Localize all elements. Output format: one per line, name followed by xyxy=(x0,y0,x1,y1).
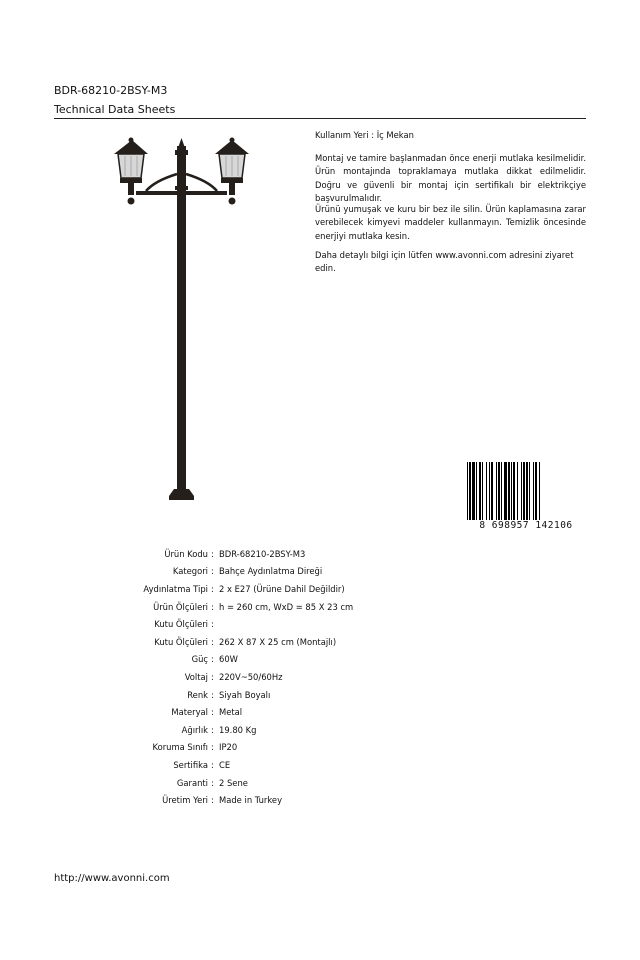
spec-row: Ürün Ölçüleri : h = 260 cm, WxD = 85 X 23 cm xyxy=(100,598,353,616)
spec-row: Ağırlık : 19.80 Kg xyxy=(100,721,353,739)
spec-row: Koruma Sınıfı : IP20 xyxy=(100,739,353,757)
spec-label: Sertifika xyxy=(173,759,208,770)
spec-value: BDR-68210-2BSY-M3 xyxy=(219,548,306,559)
spec-label: Materyal xyxy=(171,707,208,718)
spec-row: Kategori : Bahçe Aydınlatma Direği xyxy=(100,563,353,581)
product-code-title: BDR-68210-2BSY-M3 xyxy=(54,84,168,97)
spec-value: Made in Turkey xyxy=(219,795,283,806)
spec-value: 2 Sene xyxy=(219,777,248,788)
spec-value: IP20 xyxy=(219,742,238,753)
spec-label: Kutu Ölçüleri xyxy=(154,619,208,630)
spec-value: h = 260 cm, WxD = 85 X 23 cm xyxy=(219,601,354,612)
spec-label: Garanti xyxy=(176,777,208,788)
spec-row: Sertifika : CE xyxy=(100,756,353,774)
spec-label: Renk xyxy=(187,689,208,700)
spec-value: 19.80 Kg xyxy=(219,724,257,735)
spec-row: Kutu Ölçüleri : xyxy=(100,615,353,633)
spec-row: Voltaj : 220V~50/60Hz xyxy=(100,668,353,686)
spec-value: 262 X 87 X 25 cm (Montajlı) xyxy=(219,636,337,647)
spec-label: Ağırlık xyxy=(181,724,208,735)
spec-label: Üretim Yeri xyxy=(162,795,208,806)
footer-website-link[interactable]: http://www.avonni.com xyxy=(54,873,170,884)
spec-value: 2 x E27 (Ürüne Dahil Değildir) xyxy=(219,583,345,594)
spec-row: Güç : 60W xyxy=(100,651,353,669)
spec-value: CE xyxy=(219,759,231,770)
technical-data-subtitle: Technical Data Sheets xyxy=(54,103,176,116)
spec-row: Ürün Kodu : BDR-68210-2BSY-M3 xyxy=(100,545,353,563)
spec-label: Voltaj xyxy=(184,671,208,682)
header-divider xyxy=(54,118,586,119)
spec-row: Renk : Siyah Boyalı xyxy=(100,686,353,704)
spec-table xyxy=(100,545,353,809)
website-paragraph: Daha detaylı bilgi için lütfen www.avonni.com adresini ziyaret edin. xyxy=(315,250,574,274)
spec-label: Güç xyxy=(191,654,208,665)
product-image xyxy=(108,134,256,506)
spec-label: Aydınlatma Tipi xyxy=(143,583,208,594)
spec-value: Siyah Boyalı xyxy=(219,689,271,700)
spec-row: Üretim Yeri : Made in Turkey xyxy=(100,791,353,809)
spec-value: 60W xyxy=(219,654,238,665)
safety-paragraph: Montaj ve tamire başlanmadan önce enerji mutlaka kesilmelidir. Ürün montajında topraklamaya mutlaka dikkat edilmelidir. Doğru ve güvenli bir montaj için sertifikalı bir elektrikçiye başvurulmalıdır. xyxy=(315,153,586,204)
spec-label: Koruma Sınıfı xyxy=(152,742,208,753)
spec-row: Materyal : Metal xyxy=(100,703,353,721)
spec-label: Kategori xyxy=(172,566,208,577)
spec-value: Bahçe Aydınlatma Direği xyxy=(219,566,323,577)
spec-value: Metal xyxy=(219,707,243,718)
usage-location: Kullanım Yeri : İç Mekan xyxy=(315,130,414,140)
spec-label: Kutu Ölçüleri xyxy=(154,636,208,647)
cleaning-paragraph: Ürünü yumuşak ve kuru bir bez ile silin. Ürün kaplamasına zarar verebilecek kimyevi maddeler kullanmayın. Temizlik öncesinde enerjiyi mutlaka kesin. xyxy=(315,204,586,241)
lamp-post-icon xyxy=(114,138,249,501)
spec-row: Garanti : 2 Sene xyxy=(100,774,353,792)
spec-row: Kutu Ölçüleri : 262 X 87 X 25 cm (Montajlı) xyxy=(100,633,353,651)
spec-value: 220V~50/60Hz xyxy=(219,671,283,682)
barcode-digits: 8 698957 142106 xyxy=(466,520,586,531)
spec-label: Ürün Ölçüleri xyxy=(153,601,208,612)
spec-label: Ürün Kodu xyxy=(164,548,208,559)
spec-row: Aydınlatma Tipi : 2 x E27 (Ürüne Dahil Değildir) xyxy=(100,580,353,598)
